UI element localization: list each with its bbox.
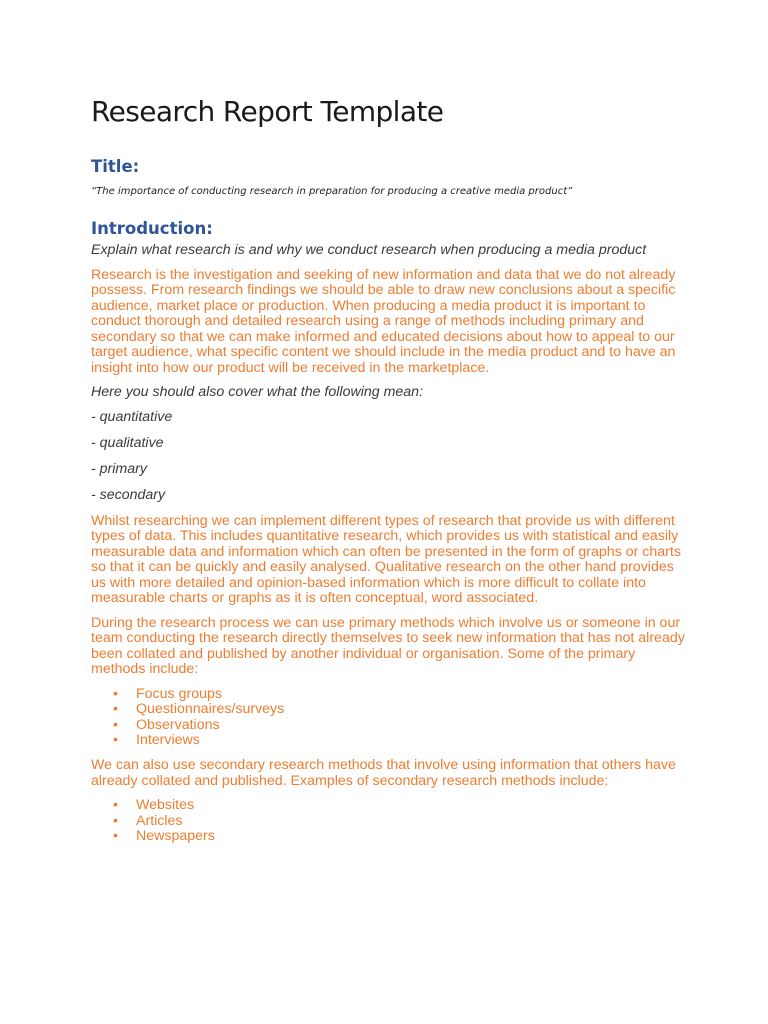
term-primary: - primary	[91, 460, 147, 477]
list-item	[91, 814, 688, 830]
research-types-paragraph: Whilst researching we can implement different types of research that provide us with different types of data. This includes quantitative research, which provides us with statistical and easily measurable data and information which can often be presented in the form of graphs or charts so that it can be quickly and easily analysed. Qualitative research on the other hand provides us with more detailed and opinion-based information which is more difficult to collate into measurable charts or graphs as it is often conceptual, word associated.	[91, 512, 681, 607]
list-item	[91, 687, 688, 703]
term-secondary: - secondary	[91, 486, 166, 503]
list-item-label: Articles	[136, 812, 183, 829]
list-item	[91, 718, 688, 734]
research-definition-paragraph: Research is the investigation and seeking of new information and data that we do not already possess. From research findings we should be able to draw new conclusions about a specific audience, market place or production. When producing a media product it is important to conduct thorough and detailed research using a range of methods including primary and secondary so that we can make informed and educated decisions about how to appeal to our target audience, what specific content we should include in the media product and to have an insight into how our product will be received in the marketplace.	[91, 266, 676, 376]
bullet-icon: •	[113, 685, 118, 702]
list-item-label: Websites	[136, 797, 195, 814]
secondary-methods-list	[91, 798, 688, 845]
list-item	[91, 702, 688, 718]
title-heading: Title:	[91, 156, 140, 176]
list-item-label: Focus groups	[136, 685, 222, 702]
list-item	[91, 798, 688, 814]
bullet-icon: •	[113, 797, 118, 814]
primary-methods-list	[91, 687, 688, 749]
list-item-label: Observations	[136, 716, 220, 733]
bullet-icon: •	[113, 812, 118, 829]
title-quote: “The importance of conducting research in preparation for producing a creative media product”	[91, 186, 573, 198]
introduction-heading: Introduction:	[91, 219, 213, 239]
bullet-icon: •	[113, 732, 118, 749]
list-item	[91, 733, 688, 749]
document-title: Research Report Template	[91, 95, 444, 128]
bullet-icon: •	[113, 716, 118, 733]
term-quantitative: - quantitative	[91, 408, 173, 425]
list-item	[91, 829, 688, 845]
bullet-icon: •	[113, 828, 118, 845]
list-item-label: Newspapers	[136, 828, 215, 845]
list-item-label: Interviews	[136, 732, 200, 749]
terms-prompt: Here you should also cover what the following mean:	[91, 384, 424, 401]
term-qualitative: - qualitative	[91, 434, 164, 451]
secondary-methods-paragraph: We can also use secondary research methods that involve using information that others have already collated and published. Examples of secondary research methods include:	[91, 757, 676, 789]
list-item-label: Questionnaires/surveys	[136, 701, 285, 718]
primary-methods-paragraph: During the research process we can use primary methods which involve us or someone in our team conducting the research directly themselves to seek new information that has not already been collated and published by another individual or organisation. Some of the primary methods include:	[91, 614, 685, 678]
intro-prompt: Explain what research is and why we conduct research when producing a media product	[91, 242, 647, 259]
bullet-icon: •	[113, 701, 118, 718]
